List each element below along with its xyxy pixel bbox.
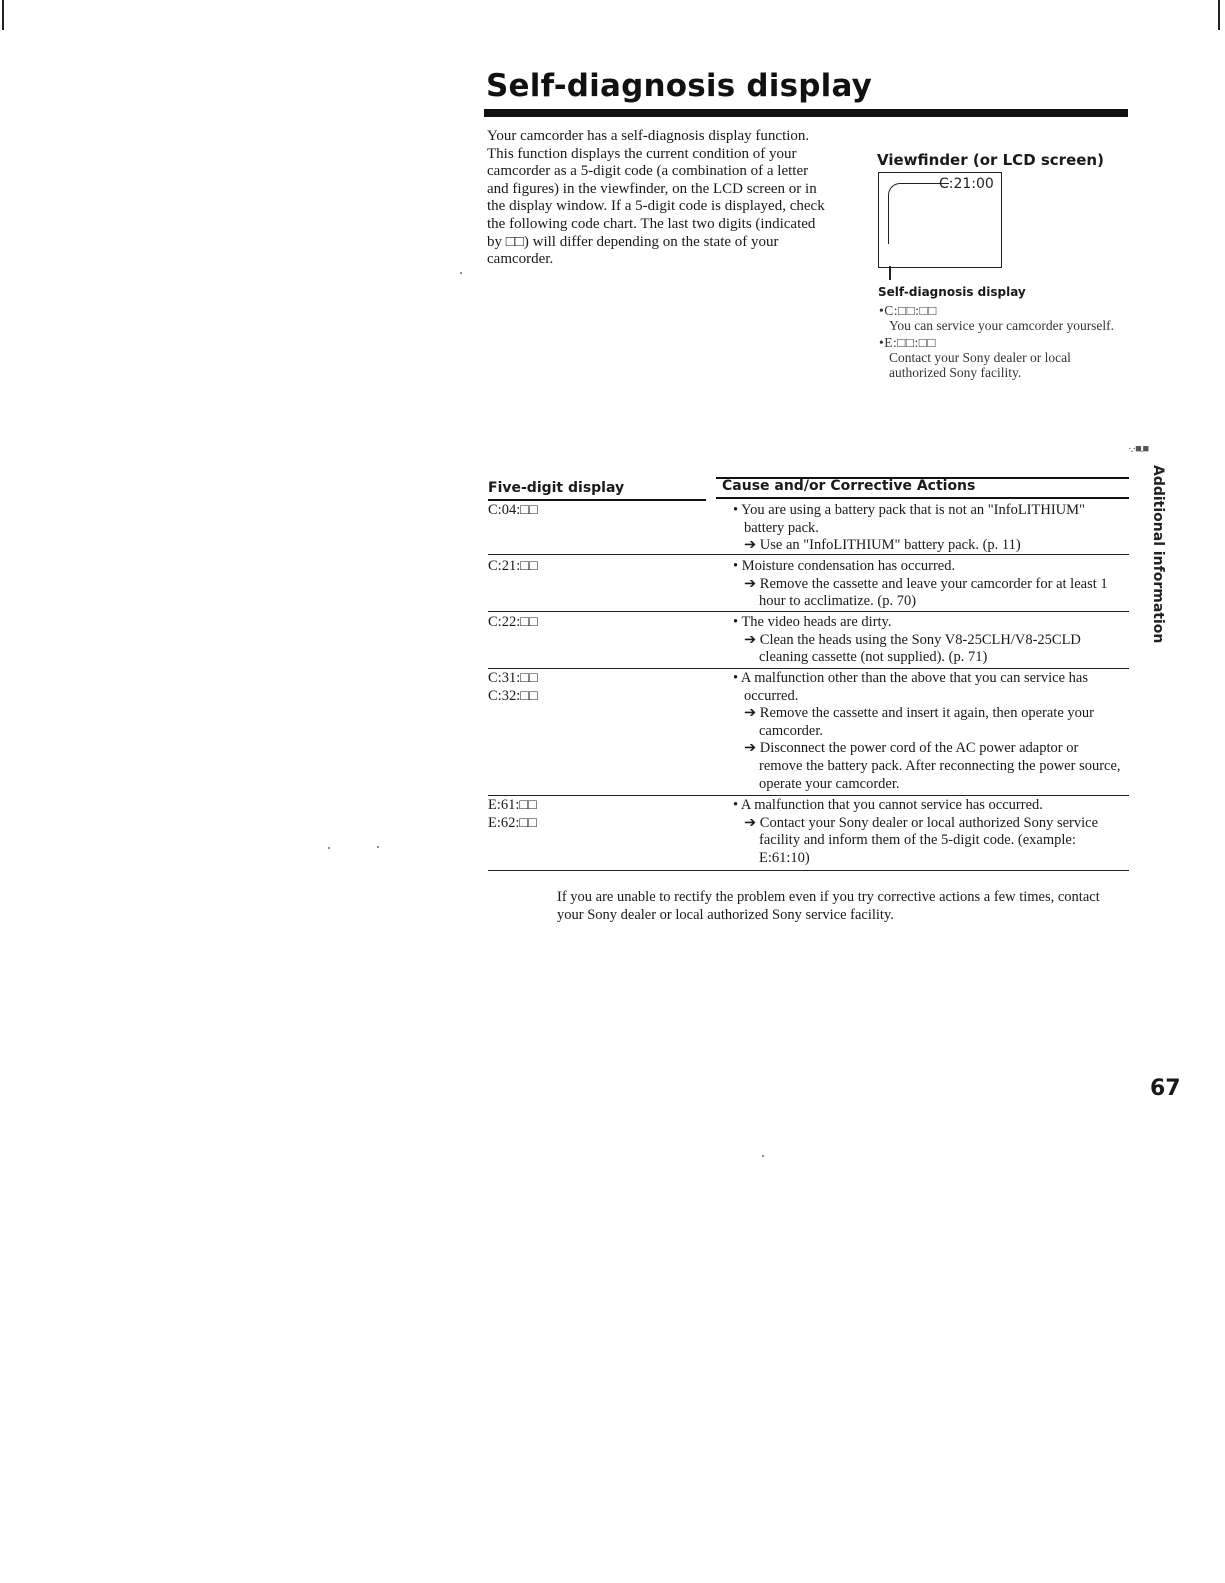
code-cell: [488, 797, 688, 832]
page-number: 67: [1150, 1076, 1181, 1101]
code-cell: [488, 558, 688, 576]
cause-cell: [723, 558, 1123, 611]
cause-text: • The video heads are dirty.: [733, 614, 892, 630]
action-text: ➔ Use an "InfoLITHIUM" battery pack. (p. 11): [744, 537, 1021, 554]
scan-speck: [460, 272, 462, 274]
code-cell: [488, 670, 688, 705]
code-value: C:04:□□: [488, 502, 538, 518]
diag-code-c: •C:□□:□□: [879, 303, 937, 318]
code-cell: [488, 614, 688, 632]
scan-speck: [377, 846, 379, 848]
self-diagnosis-list: [879, 303, 1119, 382]
cause-text: • A malfunction that you cannot service has occurred.: [733, 797, 1043, 813]
code-value: C:32:□□: [488, 687, 538, 704]
side-tab-label: Additional information: [1150, 465, 1166, 644]
scan-edge-mark-right: [1218, 0, 1220, 30]
row-rule: [488, 554, 1129, 555]
diag-code-e: •E:□□:□□: [879, 335, 937, 350]
cause-text: • Moisture condensation has occurred.: [733, 558, 956, 574]
footer-note: If you are unable to rectify the problem even if you try corrective actions a few times, contact your Sony dealer or local authorized Sony service facility.: [557, 889, 1100, 923]
page-title: Self-diagnosis display: [486, 68, 873, 104]
action-text: ➔ Remove the cassette and insert it again, then operate your camcorder.: [744, 705, 1094, 739]
code-value: C:21:□□: [488, 558, 538, 574]
code-cell: [488, 502, 688, 520]
cause-cell: [723, 502, 1123, 555]
row-rule: [488, 668, 1129, 669]
viewfinder-corner-line: [888, 183, 949, 244]
viewfinder-screen-code: C:21:00: [939, 176, 994, 192]
diag-desc-c: You can service your camcorder yourself.: [889, 318, 1115, 333]
action-text: ➔ Clean the heads using the Sony V8-25CLH/V8-25CLD cleaning cassette (not supplied). (p. 71): [744, 631, 1081, 666]
column-header-cause-actions: Cause and/or Corrective Actions: [722, 478, 976, 494]
viewfinder-leader-line: [889, 266, 891, 280]
cause-cell: [723, 614, 1123, 667]
title-rule: [484, 109, 1128, 117]
viewfinder-heading: Viewfinder (or LCD screen): [877, 151, 1104, 169]
row-rule: [488, 870, 1129, 871]
cause-cell: [723, 797, 1123, 867]
cause-text: • A malfunction other than the above that you can service has occurred.: [733, 670, 1088, 704]
code-value: E:62:□□: [488, 814, 537, 831]
intro-text: [487, 128, 832, 269]
intro-paragraph-2: This function displays the current condition of your camcorder as a 5-digit code (a combination of a letter and figures) in the viewfinder, on the LCD screen or in the display window. If a 5-digit code is displayed, check the following code chart. The last two digits (indicated by □□) will differ depending on the state of your camcorder.: [487, 145, 825, 268]
scan-speck: [762, 1155, 764, 1157]
action-text: ➔ Remove the cassette and leave your camcorder for at least 1 hour to acclimatize. (p. 70): [744, 575, 1108, 610]
cause-cell: [723, 670, 1123, 793]
scan-speck: [328, 847, 330, 849]
side-tab-marker: ·.·■.■: [1128, 443, 1149, 455]
header-rule: [488, 499, 706, 501]
action-text: ➔ Disconnect the power cord of the AC power adaptor or remove the battery pack. After reconnecting the power source, operate your camcorder.: [744, 740, 1121, 792]
scan-edge-mark-left: [2, 0, 4, 30]
code-value: E:61:□□: [488, 797, 537, 813]
column-header-five-digit-display: Five-digit display: [488, 480, 625, 496]
row-rule: [488, 795, 1129, 796]
row-rule: [488, 611, 1129, 612]
diag-desc-e: Contact your Sony dealer or local authorized Sony facility.: [889, 350, 1071, 380]
header-rule: [716, 497, 1129, 499]
self-diagnosis-caption: Self-diagnosis display: [878, 285, 1026, 299]
action-text: ➔ Contact your Sony dealer or local authorized Sony service facility and inform them of the 5-digit code. (example: E:61:10): [744, 814, 1099, 866]
intro-paragraph-1: Your camcorder has a self-diagnosis display function.: [487, 128, 810, 144]
cause-text: • You are using a battery pack that is not an "InfoLITHIUM" battery pack.: [733, 502, 1085, 536]
code-value: C:22:□□: [488, 614, 538, 630]
code-value: C:31:□□: [488, 670, 538, 686]
